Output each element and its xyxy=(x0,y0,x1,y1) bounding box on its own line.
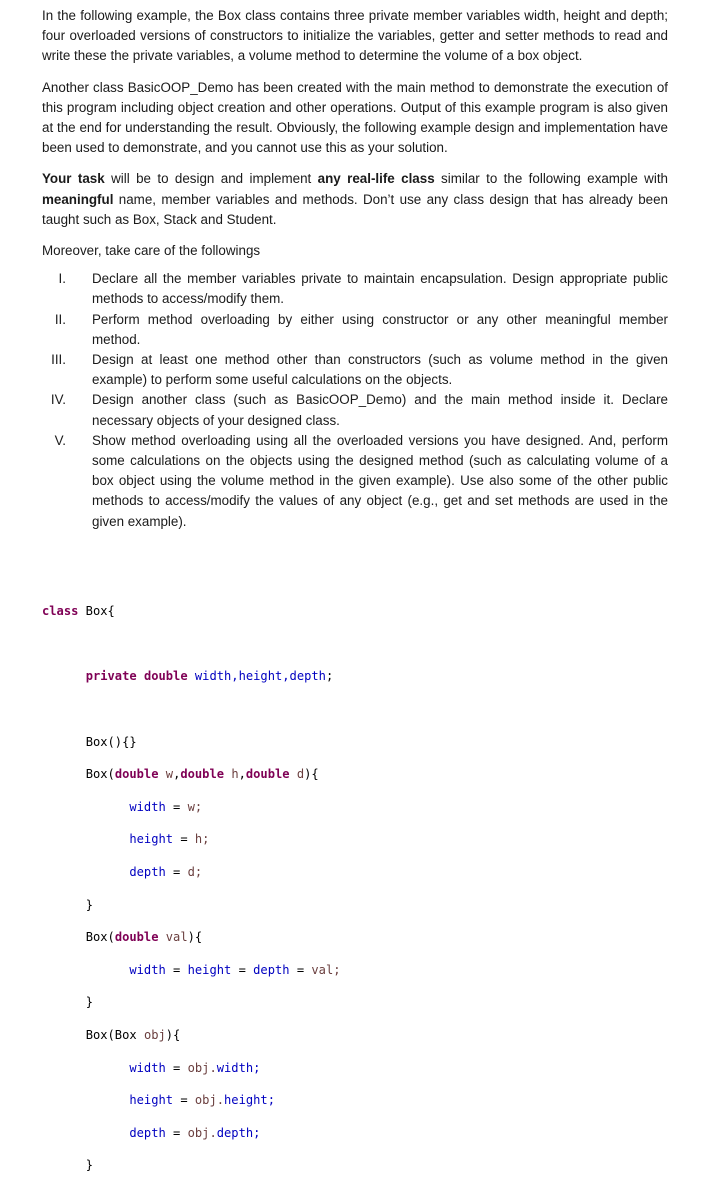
list-item-number: III. xyxy=(51,352,66,368)
code-line-assign-height: height = h; xyxy=(129,832,210,847)
task-text-3: name, member variables and methods. Don’t use any class design that has already been taught such as Box, Stack and Student. xyxy=(42,191,668,227)
code-line-copy-height: height = obj.height; xyxy=(129,1093,275,1108)
list-item-text: Declare all the member variables private to maintain encapsulation. Design appropriate public methods to access/modify them. xyxy=(92,271,668,307)
requirements-list xyxy=(42,269,668,532)
list-item xyxy=(42,350,668,390)
list-item xyxy=(42,431,668,532)
code-line-close-brace: } xyxy=(85,897,93,912)
task-text-1: will be to design and implement xyxy=(104,171,318,187)
task-bold-2: any real-life class xyxy=(317,171,435,187)
list-item-text: Design at least one method other than constructors (such as volume method in the given example) to perform some useful calculations on the objects. xyxy=(92,352,668,388)
code-line-close-brace: } xyxy=(85,995,93,1010)
code-line-ctor-default: Box(){} xyxy=(85,734,137,749)
code-line-fields: private double width,height,depth; xyxy=(85,669,334,684)
list-item-text: Show method overloading using all the overloaded versions you have designed. And, perform some calculations on the objects using the designed method (such as calculating volume of a box object using the volume method in the given example). Use also some of the other public methods to access/modify the values of any object (e.g., get and set methods are used in the given example). xyxy=(92,432,668,529)
list-item xyxy=(42,390,668,430)
paragraph-task xyxy=(42,169,668,230)
code-line-assign-depth: depth = d; xyxy=(129,865,203,880)
list-item-number: V. xyxy=(54,432,66,448)
list-item xyxy=(42,269,668,309)
paragraph-moreover: Moreover, take care of the followings xyxy=(42,243,261,259)
code-line-ctor-single: Box(double val){ xyxy=(85,930,203,945)
paragraph-demo-class: Another class BasicOOP_Demo has been created with the main method to demonstrate the execution of this program including object creation and other operations. Output of this example program is also given at the end for understanding the result. Obviously, the following example design and implementation have been used to demonstrate, and you cannot use this as your solution. xyxy=(42,79,668,156)
list-item-text: Design another class (such as BasicOOP_Demo) and the main method inside it. Declare necessary objects of your designed class. xyxy=(92,392,668,428)
code-line-assign-width: width = w; xyxy=(129,799,203,814)
paragraph-intro: In the following example, the Box class contains three private member variables width, height and depth; four overloaded versions of constructors to initialize the variables, getter and setter methods to read and write these the private variables, a volume method to determine the volume of a box object. xyxy=(42,8,668,64)
code-line-close-brace: } xyxy=(85,1158,93,1173)
code-line-copy-depth: depth = obj.depth; xyxy=(129,1125,261,1140)
list-item-text: Perform method overloading by either using constructor or any other meaningful member method. xyxy=(92,311,668,347)
list-item-number: I. xyxy=(58,271,66,287)
code-block xyxy=(42,587,341,1190)
list-item-number: IV. xyxy=(50,392,66,408)
document-page xyxy=(42,6,668,532)
code-line-ctor-copy: Box(Box obj){ xyxy=(85,1028,181,1043)
list-item-number: II. xyxy=(54,311,66,327)
code-line-ctor-three: Box(double w,double h,double d){ xyxy=(85,767,319,782)
task-text-2: similar to the following example with xyxy=(434,171,668,187)
task-bold-3: meaningful xyxy=(42,191,114,207)
list-item xyxy=(42,310,668,350)
code-line-copy-width: width = obj.width; xyxy=(129,1060,261,1075)
code-line-assign-all: width = height = depth = val; xyxy=(129,962,341,977)
task-bold-1: Your task xyxy=(42,171,105,187)
code-line-class-decl: class Box{ xyxy=(42,604,115,619)
